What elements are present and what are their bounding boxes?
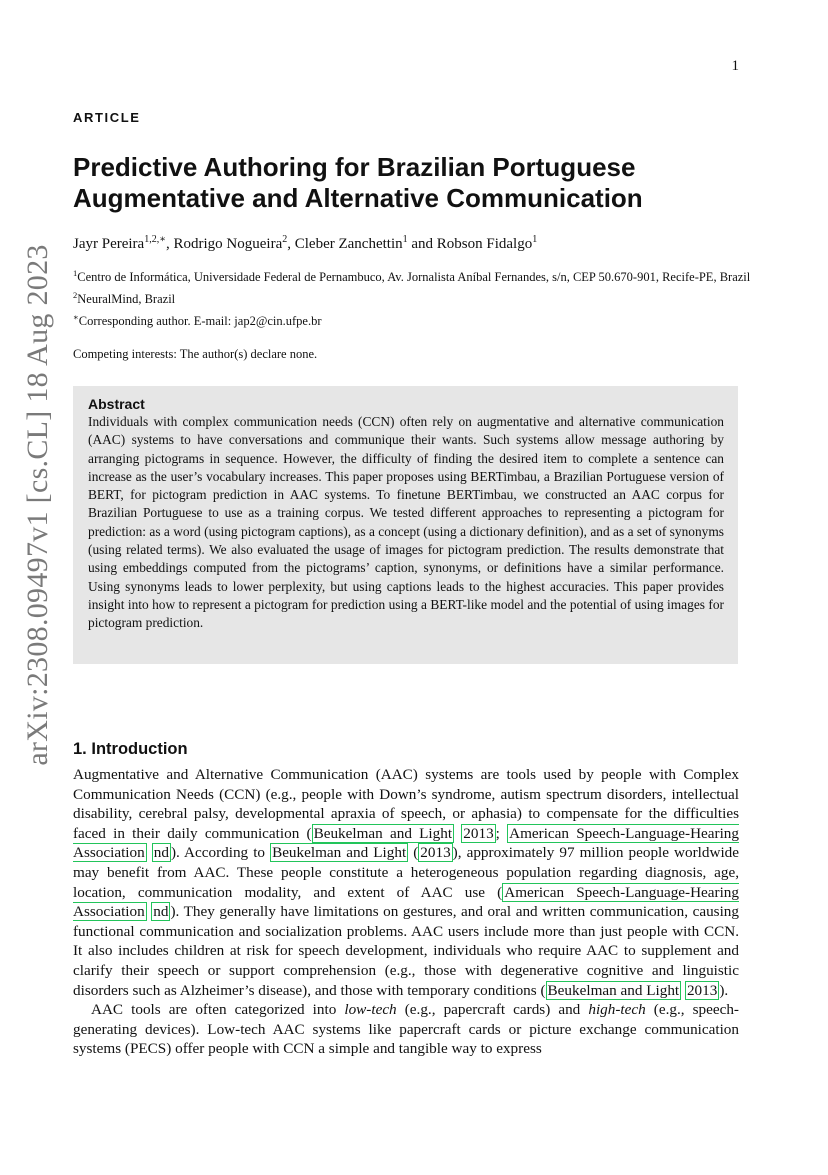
introduction-body [73,765,739,1059]
author-separator: , [166,236,174,252]
arxiv-id: arXiv:2308.09497v1 [cs.CL] 18 Aug 2023 [21,244,54,766]
author-affil-mark: 1,2,∗ [144,234,167,245]
text-run: ). [719,981,729,999]
abstract-text: Individuals with complex communication needs (CCN) often rely on augmentative and alternative communication (AAC) systems to have conversations and communique their wants. Such systems allow message authoring by arranging pictograms in sequence. However, the difficulty of finding the desired item to complete a sentence can increase as the user’s vocabulary increases. This paper proposes using BERTimbau, a Brazilian Portuguese version of BERT, for pictogram prediction in AAC systems. To finetune BERTimbau, we constructed an AAC corpus for Brazilian Portuguese to use as a training corpus. We tested different approaches to representing a pictogram for prediction: as a word (using pictogram captions), as a concept (using a dictionary definition), and as a set of synonyms (using related terms). We also evaluated the usage of images for pictogram prediction. The results demonstrate that using embeddings computed from the pictograms’ caption, synonyms, or definitions have a similar performance. Using synonyms leads to lower perplexity, but using captions leads to the highest accuracies. This paper provides insight into how to represent a pictogram for prediction using a BERT-like model and the potential of using images for pictogram prediction. [88,414,724,631]
abstract-box [73,386,738,664]
affiliation-line [73,308,753,330]
citation-link[interactable]: nd [153,903,169,921]
arxiv-sidebar-stamp [14,200,62,810]
author-separator: and [407,236,437,252]
author-name: Jayr Pereira [73,236,145,252]
author-affil-mark: 1 [532,234,538,245]
citation-link[interactable]: Beukelman and Light [272,844,407,862]
affiliations [73,264,753,330]
citation-link[interactable]: American Speech-Language-Hearing Association [73,883,739,921]
text-run: Augmentative and Alternative Communication (AAC) systems are tools used by people with Complex Communication Needs (CCN) (e.g., people with Down’s syndrome, autism spectrum disorders, intellectual disability, cerebral palsy, developmental apraxia of speech, or aphasia) to compensate for the difficulties faced in their daily communication ( [73,766,739,842]
citation-link[interactable]: nd [153,844,169,862]
section-heading-introduction [73,740,188,759]
section-title: Introduction [91,740,188,758]
citation-link[interactable]: 2013 [686,981,718,999]
text-run: (e.g., papercraft cards) and [396,1001,589,1019]
emphasis: high-tech [588,1001,646,1019]
citation-link[interactable]: Beukelman and Light [547,981,680,999]
affiliation-mark: 2 [73,290,78,301]
author-separator: , [287,236,295,252]
article-label: ARTICLE [73,110,141,125]
text-run: (e.g., speech-generating devices). Low-tech AAC systems like papercraft cards or picture exchange communication systems (PECS) offer people with CCN a simple and tangible way to express [73,1001,739,1058]
citation-link[interactable]: American Speech-Language-Hearing Association [73,824,739,862]
text-run: AAC tools are often categorized into [91,1001,345,1019]
affiliation-text: Corresponding author. E-mail: jap2@cin.ufpe.br [78,314,322,329]
author-name: Cleber Zanchettin [294,236,403,252]
text-run: ). They generally have limitations on gestures, and oral and written communication, causing functional communication and socialization problems. AAC users include more than just people with CCN. It also includes children at risk for speech development, individuals who require AAC to supplement and clarify their speech or support comprehension (e.g., those with degenerative cognitive and linguistic disorders such as Alzheimer’s disease), and those with temporary conditions ( [73,903,739,999]
text-run: ; [495,824,508,842]
affiliation-text: Centro de Informática, Universidade Federal de Pernambuco, Av. Jornalista Aníbal Fernandes, s/n, CEP 50.670-901, Recife-PE, Brazil [77,270,751,285]
emphasis: low-tech [344,1001,397,1019]
competing-interests: Competing interests: The author(s) declare none. [73,347,318,361]
paper-title: Predictive Authoring for Brazilian Portuguese Augmentative and Alternative Communication [73,152,643,213]
text-run: ). According to [170,844,271,862]
page-number: 1 [731,58,739,74]
citation-link[interactable]: 2013 [420,844,451,862]
paragraph [73,1000,739,1059]
paragraph [73,765,739,1000]
citation-link[interactable]: Beukelman and Light [313,824,453,842]
text-run: ( [408,844,419,862]
author-affil-mark: 1 [402,234,408,245]
author-affil-mark: 2 [282,234,288,245]
author-name: Robson Fidalgo [436,236,533,252]
affiliation-line [73,264,753,286]
affiliation-mark: 1 [73,268,78,278]
author-list [73,234,537,253]
affiliation-line [73,286,753,308]
author-name: Rodrigo Nogueira [173,236,283,252]
text-run: ), approximately 97 million people worldwide may benefit from AAC. These people constitute a heterogeneous population regarding diagnosis, age, location, communication modality, and extent of AAC use ( [73,844,740,901]
citation-link[interactable]: 2013 [463,824,494,842]
section-number: 1. [73,740,87,758]
abstract-heading: Abstract [88,396,145,412]
affiliation-text: NeuralMind, Brazil [77,292,176,307]
affiliation-mark: ∗ [73,312,79,323]
